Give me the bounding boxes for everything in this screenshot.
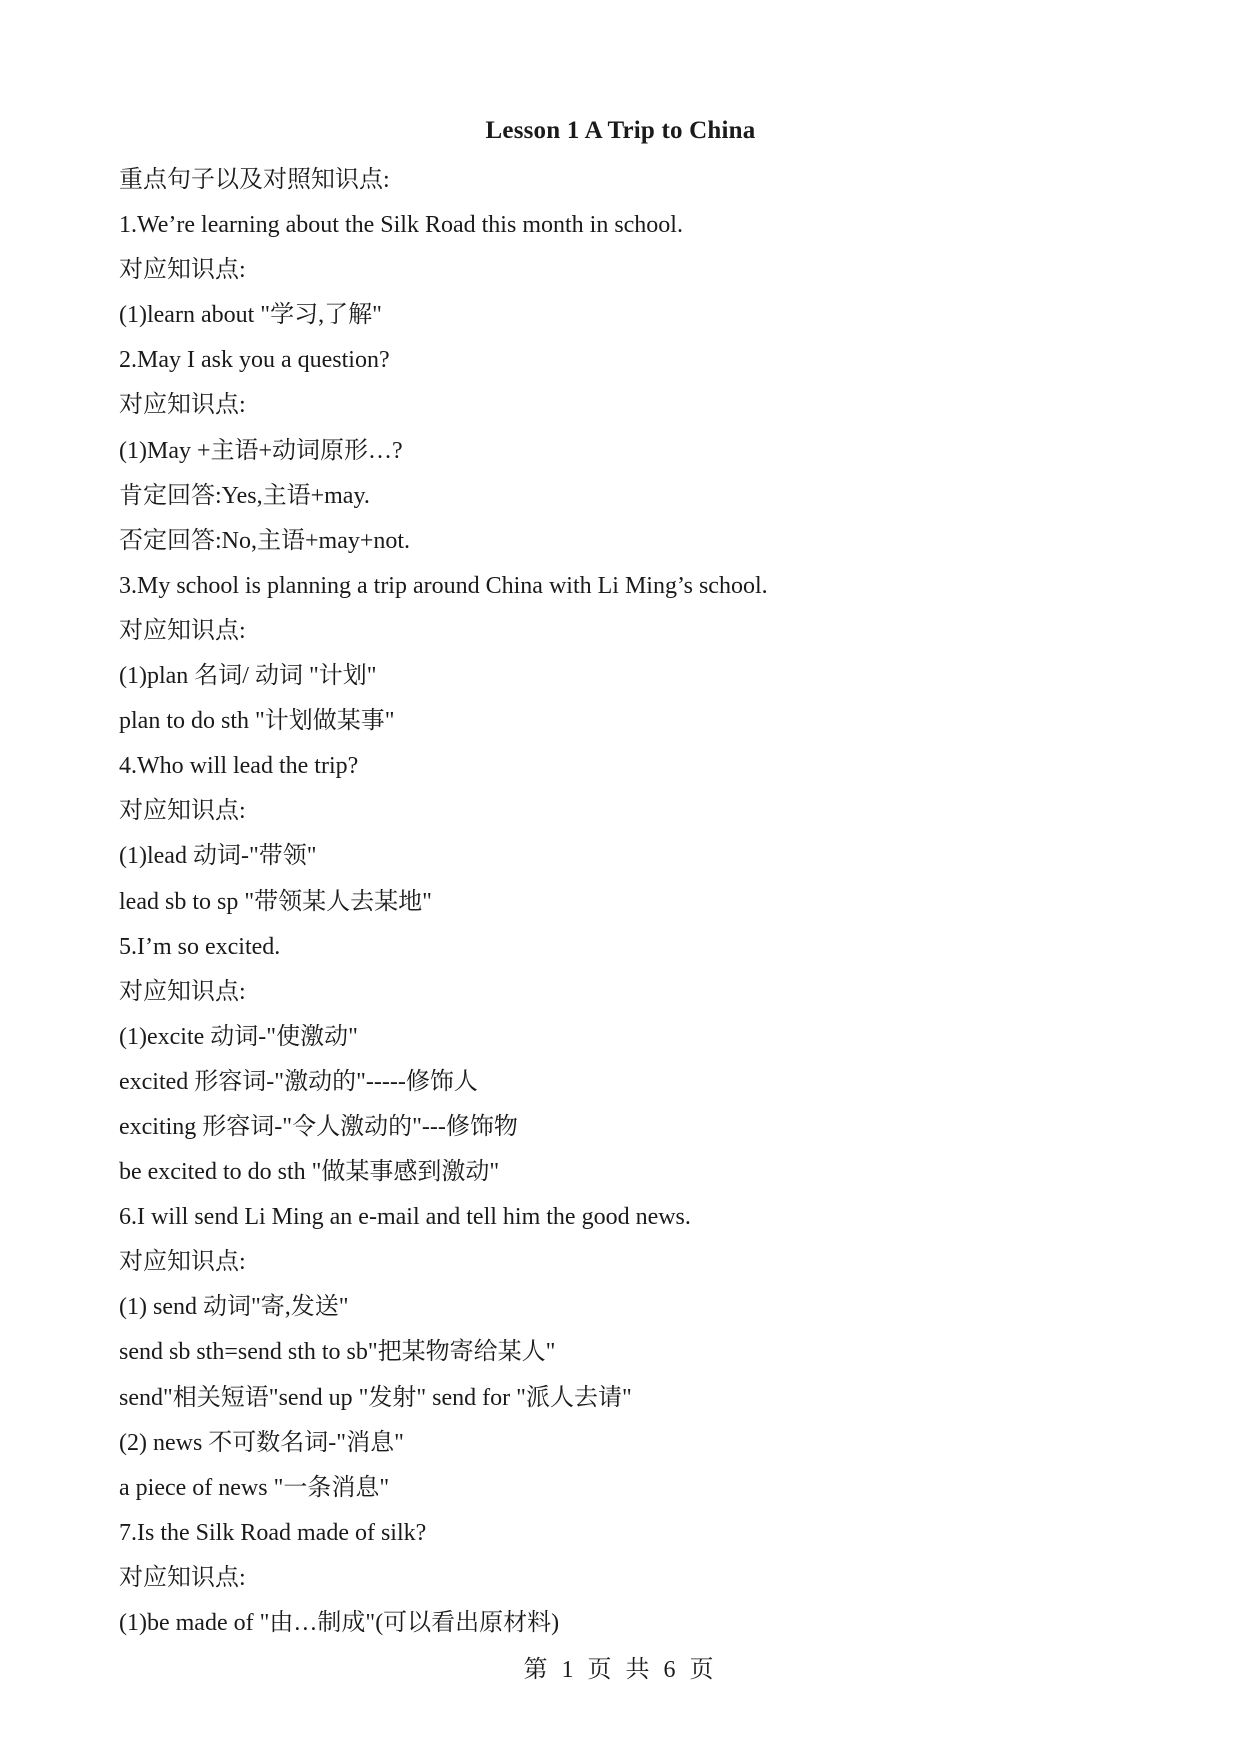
text-line: (1) send 动词"寄,发送" xyxy=(119,1294,349,1321)
text-line: lead sb to sp "带领某人去某地" xyxy=(119,888,432,915)
text-line: be excited to do sth "做某事感到激动" xyxy=(119,1159,500,1186)
text-line: (1)excite 动词-"使激动" xyxy=(119,1023,358,1050)
text-line: send"相关短语"send up "发射" send for "派人去请" xyxy=(119,1384,632,1411)
lesson-title: Lesson 1 A Trip to China xyxy=(485,117,756,144)
text-line: (2) news 不可数名词-"消息" xyxy=(119,1429,404,1456)
page-footer: 第 1 页 共 6 页 xyxy=(523,1657,718,1683)
text-line: (1)be made of "由…制成"(可以看出原材料) xyxy=(119,1610,560,1636)
text-line: excited 形容词-"激动的"-----修饰人 xyxy=(119,1068,478,1095)
text-line: 肯定回答:Yes,主语+may. xyxy=(119,482,370,509)
text-line: 7.Is the Silk Road made of silk? xyxy=(119,1519,427,1546)
content-lines xyxy=(119,158,1159,1646)
text-line: plan to do sth "计划做某事" xyxy=(119,708,395,735)
text-line: 否定回答:No,主语+may+not. xyxy=(119,527,411,554)
text-line: (1)learn about "学习,了解" xyxy=(119,302,382,329)
text-line: send sb sth=send sth to sb"把某物寄给某人" xyxy=(119,1339,556,1366)
text-line: (1)May +主语+动词原形…? xyxy=(119,437,403,464)
text-line: 对应知识点: xyxy=(119,798,246,825)
text-line: 对应知识点: xyxy=(119,978,246,1005)
text-line: 5.I’m so excited. xyxy=(119,933,281,960)
text-line: 对应知识点: xyxy=(119,257,246,284)
text-line: 对应知识点: xyxy=(119,392,246,419)
text-line: (1)lead 动词-"带领" xyxy=(119,843,317,870)
text-line: (1)plan 名词/ 动词 "计划" xyxy=(119,663,377,690)
text-line: 3.My school is planning a trip around China with Li Ming’s school. xyxy=(119,572,768,599)
text-line: 对应知识点: xyxy=(119,1564,246,1591)
text-line: 对应知识点: xyxy=(119,1249,246,1276)
text-line: 4.Who will lead the trip? xyxy=(119,753,359,780)
text-line: 对应知识点: xyxy=(119,617,246,644)
text-line: a piece of news "一条消息" xyxy=(119,1474,390,1501)
text-line: exciting 形容词-"令人激动的"---修饰物 xyxy=(119,1113,518,1140)
text-line: 2.May I ask you a question? xyxy=(119,347,390,374)
text-line: 6.I will send Li Ming an e-mail and tell him the good news. xyxy=(119,1204,691,1231)
text-line: 重点句子以及对照知识点: xyxy=(119,167,390,193)
text-line: 1.We’re learning about the Silk Road this month in school. xyxy=(119,212,683,239)
